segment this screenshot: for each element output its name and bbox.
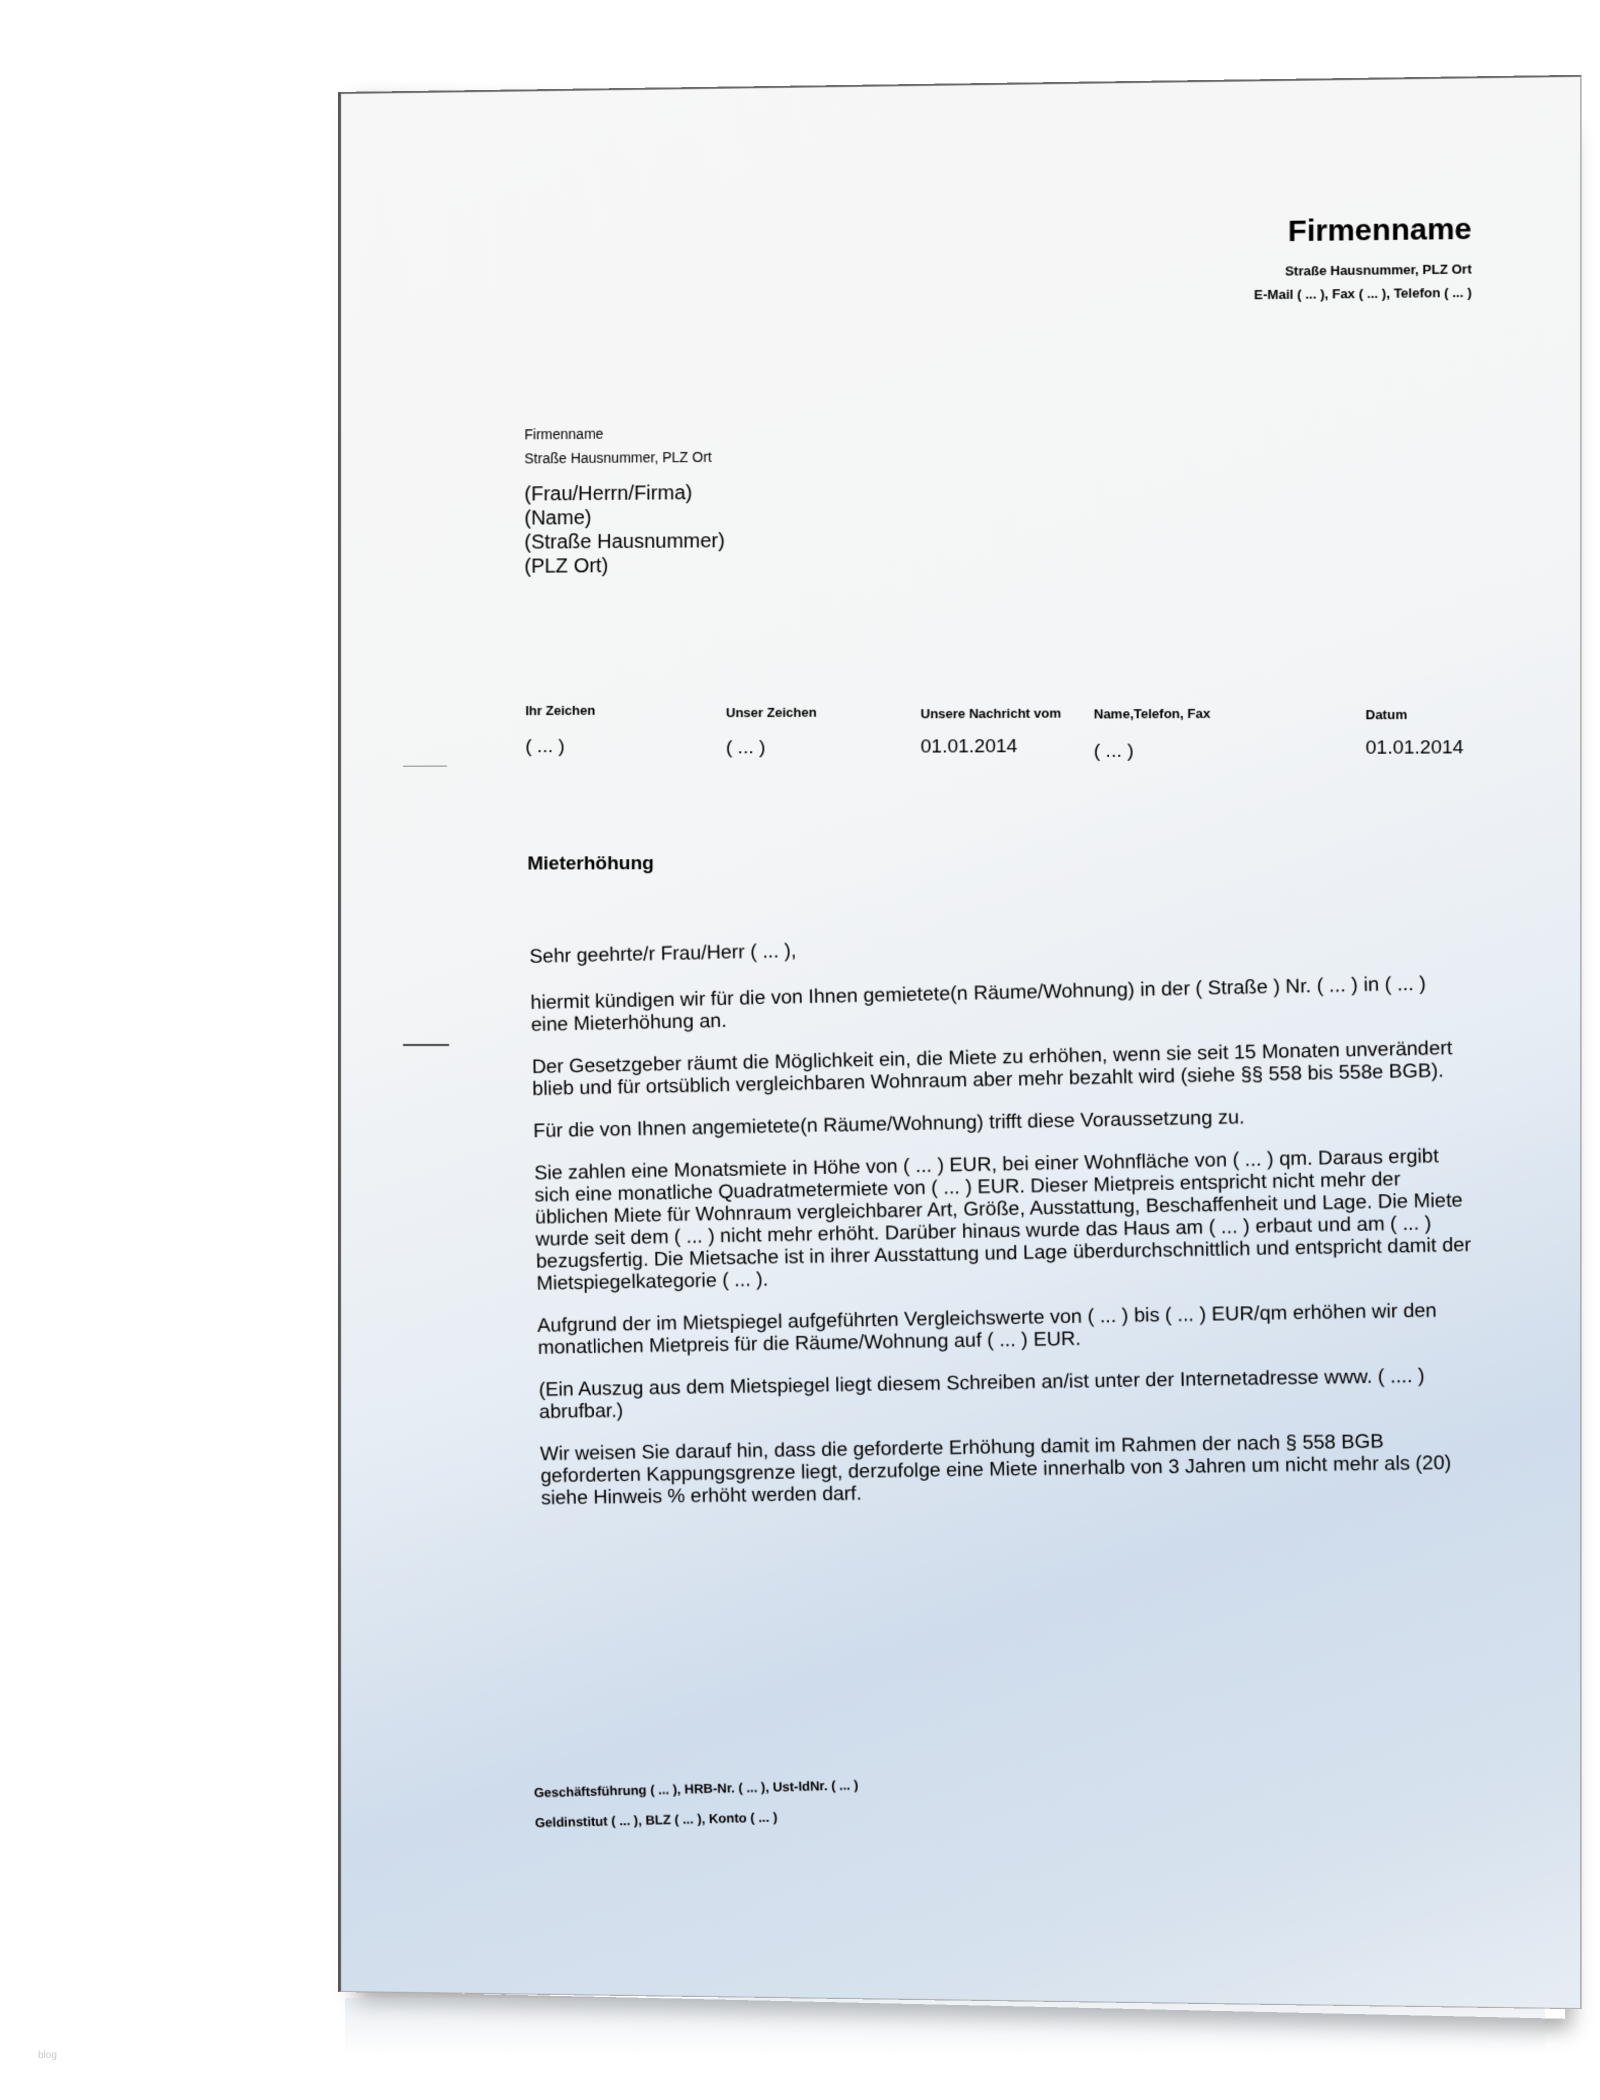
recipient-line-city: (PLZ Ort) [524, 555, 609, 578]
ref-value-ihr-zeichen: ( ... ) [525, 735, 565, 758]
body-paragraph-1: hiermit kündigen wir für die von Ihnen gemietete(n Räume/Wohnung) in der ( Straße ) Nr. ( ... ) in ( ... ) eine Mieterhöhung an. [530, 972, 1427, 1036]
footer-line-bank: Geldinstitut ( ... ), BLZ ( ... ), Konto ( ... ) [534, 1809, 778, 1831]
fold-mark-top [403, 766, 447, 767]
ref-value-unser-zeichen: ( ... ) [725, 737, 766, 759]
letterhead-company-name: Firmenname [1287, 212, 1472, 249]
fold-mark-middle [403, 1044, 449, 1046]
ref-label-unser-zeichen: Unser Zeichen [725, 704, 817, 721]
ref-label-datum: Datum [1365, 706, 1408, 723]
watermark-text: blog [38, 2050, 57, 2061]
letter-subject: Mieterhöhung [527, 853, 654, 875]
ref-label-ihr-zeichen: Ihr Zeichen [525, 702, 596, 719]
body-salutation: Sehr geehrte/r Frau/Herr ( ... ), [529, 939, 797, 968]
sender-line-address: Straße Hausnummer, PLZ Ort [524, 448, 712, 467]
body-paragraph-2: Der Gesetzgeber räumt die Möglichkeit ein, die Miete zu erhöhen, wenn sie seit 15 Monaten unverändert blieb und für ortsüblich vergleichbaren Wohnraum aber mehr bezahlt wird (siehe §§ 558 bis 558e BGB). [531, 1036, 1453, 1101]
sender-line-name: Firmenname [524, 425, 604, 443]
body-paragraph-4: Sie zahlen eine Monatsmiete in Höhe von ( ... ) EUR, bei einer Wohnfläche von ( ... ) qm. Daraus ergibt sich eine monatliche Quadratmetermiete von ( ... ) EUR. Dieser Mietpreis entspricht nicht mehr der üblichen Miete für Wohnraum vergleichbarer Art, Größe, Ausstattung, Beschaffenheit und Lage. Die Miete wurde seit dem ( ... ) nicht mehr erhöht. Darüber hinaus wurde das Haus am ( ... ) erbaut und am ( ... ) bezugsfertig. Die Mietsache ist in ihrer Ausstattung und Lage überdurchschnittlich und entspricht damit der Mietspiegelkategorie ( ... ). [533, 1144, 1472, 1295]
body-paragraph-6: (Ein Auszug aus dem Mietspiegel liegt diesem Schreiben an/ist unter der Internetadresse www. ( .... ) abrufbar.) [538, 1364, 1425, 1424]
recipient-line-street: (Straße Hausnummer) [524, 530, 725, 554]
letter-body [529, 925, 1479, 1529]
letter-page [338, 75, 1581, 2009]
letterhead-contact: E-Mail ( ... ), Fax ( ... ), Telefon ( ... ) [1254, 284, 1472, 303]
footer-line-management: Geschäftsführung ( ... ), HRB-Nr. ( ... ), Ust-IdNr. ( ... ) [533, 1777, 859, 1801]
paper-reflection [345, 1998, 1545, 2058]
ref-value-name-telefon-fax: ( ... ) [1093, 740, 1134, 762]
ref-value-unsere-nachricht: 01.01.2014 [920, 736, 1018, 758]
recipient-line-salutation: (Frau/Herrn/Firma) [524, 482, 693, 506]
letter-footer [533, 1770, 859, 1838]
recipient-line-name: (Name) [524, 507, 592, 530]
body-paragraph-7: Wir weisen Sie darauf hin, dass die geforderte Erhöhung damit im Rahmen der nach § 558 BGB geforderten Kappungsgrenze liegt, derzufolge eine Miete innerhalb von 3 Jahren um nicht mehr als (20) siehe Hinweis % erhöht werden darf. [539, 1430, 1452, 1510]
ref-label-name-telefon-fax: Name,Telefon, Fax [1093, 705, 1211, 722]
body-paragraph-5: Aufgrund der im Mietspiegel aufgeführten Vergleichswerte von ( ... ) bis ( ... ) EUR/qm erhöhen wir den monatlichen Mietpreis für die Räume/Wohnung auf ( ... ) EUR. [537, 1299, 1437, 1359]
ref-value-datum: 01.01.2014 [1365, 737, 1464, 759]
letterhead-address: Straße Hausnummer, PLZ Ort [1284, 261, 1472, 279]
recipient-address-block [524, 481, 724, 579]
ref-label-unsere-nachricht: Unsere Nachricht vom [920, 705, 1062, 722]
body-paragraph-3: Für die von Ihnen angemietete(n Räume/Wohnung) trifft diese Voraussetzung zu. [533, 1106, 1245, 1143]
